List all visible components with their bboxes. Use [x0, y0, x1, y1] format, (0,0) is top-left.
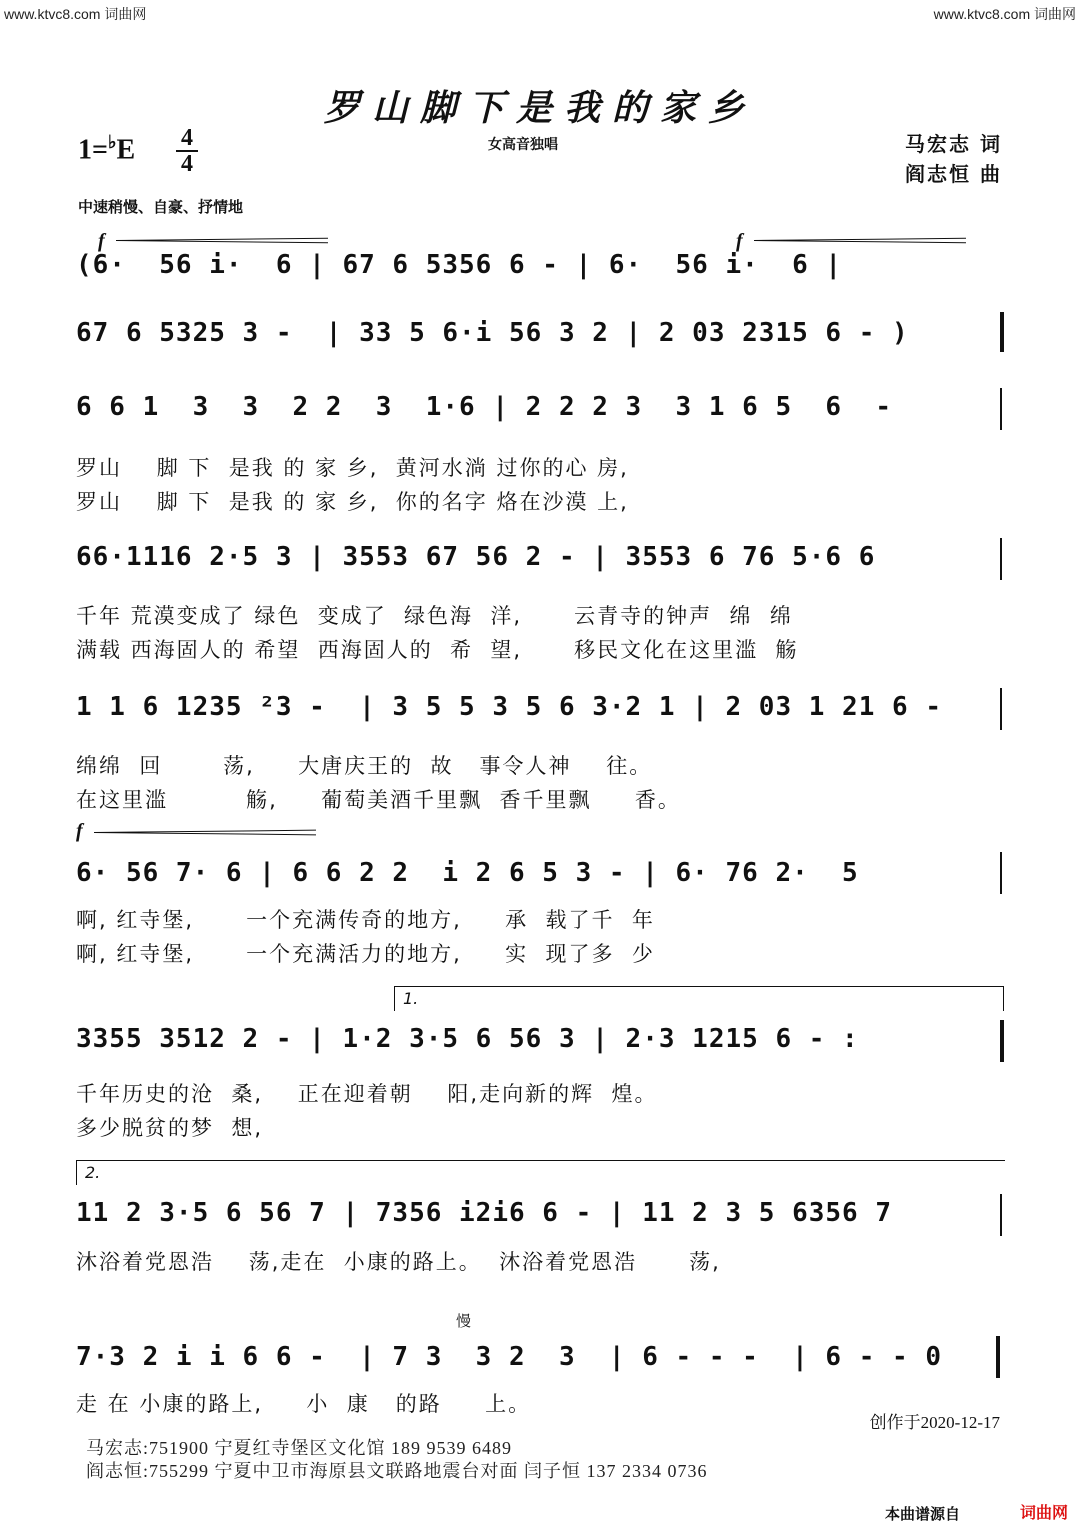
time-signature: 4 4: [176, 126, 198, 176]
tempo-slow-marking: 慢: [456, 1312, 472, 1330]
notation-line: 11 2 3·5 6 56 7 | 7356 i2i6 6 - | 11 2 3 5 6356 7: [76, 1198, 893, 1228]
repeat-barline: [1000, 1020, 1004, 1062]
score-row-2: [76, 318, 1006, 358]
notation-line: 6 6 1 3 3 2 2 3 1·6 | 2 2 2 3 3 1 6 5 6 -: [76, 392, 909, 422]
score-row-6: [76, 820, 1006, 966]
footer-contact-lyricist: 马宏志:751900 宁夏红寺堡区文化馆 189 9539 6489: [86, 1438, 512, 1458]
lyric-verse-1: 罗山 脚 下 是我 的 家 乡, 黄河水淌 过你的心 房,: [76, 456, 629, 480]
notation-line: 1 1 6 1235 ²3 - | 3 5 5 3 5 6 3·2 1 | 2 03 1 21 6 -: [76, 692, 959, 722]
lyric-verse-1: 沐浴着党恩浩 荡,走在 小康的路上。 沐浴着党恩浩 荡,: [76, 1250, 721, 1274]
barline: [1000, 312, 1004, 352]
notation-line: (6· 56 i· 6 | 67 6 5356 6 - | 6· 56 i· 6 |: [76, 250, 843, 280]
dynamic-forte: f: [98, 230, 105, 252]
site-logo[interactable]: 词曲网: [1019, 1503, 1068, 1522]
lyricist-credit: 马宏志 词: [905, 132, 1002, 156]
lyric-verse-1: 啊, 红寺堡, 一个充满传奇的地方, 承 载了千 年: [76, 908, 655, 932]
barline: [1000, 852, 1002, 894]
song-title: 罗山脚下是我的家乡: [323, 87, 756, 129]
lyric-verse-2: 罗山 脚 下 是我 的 家 乡, 你的名字 烙在沙漠 上,: [76, 490, 629, 514]
score-row-8: [76, 1160, 1006, 1274]
tempo-marking: 中速稍慢、自豪、抒情地: [78, 198, 244, 216]
watermark-left: www.ktvc8.com 词曲网: [4, 6, 147, 22]
score-row-3: [76, 392, 1006, 512]
source-label: 本曲谱源自: [884, 1505, 960, 1523]
watermark-right: www.ktvc8.com 词曲网: [933, 6, 1076, 22]
dynamic-forte: f: [76, 820, 83, 842]
notation-line: 67 6 5325 3 - | 33 5 6·i 56 3 2 | 2 03 2315 6 - ): [76, 318, 909, 348]
lyric-verse-2: 在这里滥 觞, 葡萄美酒千里飘 香千里飘 香。: [76, 788, 681, 812]
score-row-4: [76, 542, 1006, 662]
final-barline: [996, 1336, 1000, 1378]
creation-date: 创作于2020-12-17: [869, 1413, 1000, 1432]
composer-credit: 阎志恒 曲: [905, 162, 1002, 186]
subtitle: 女高音独唱: [488, 137, 558, 153]
notation-line: 3355 3512 2 - | 1·2 3·5 6 56 3 | 2·3 1215 6 - :: [76, 1024, 859, 1054]
volta-first-ending: 1.: [394, 986, 1004, 1011]
score-row-1: [76, 232, 1006, 282]
notation-line: 7·3 2 i i 6 6 - | 7 3 3 2 3 | 6 - - - | 6 - - 0: [76, 1342, 942, 1372]
barline: [1000, 388, 1002, 430]
barline: [1000, 538, 1002, 580]
lyric-verse-1: 绵绵 回 荡, 大唐庆王的 故 事令人神 往。: [76, 754, 653, 778]
lyric-verse-1: 走 在 小康的路上, 小 康 的路 上。: [76, 1392, 532, 1416]
lyric-verse-2: 满载 西海固人的 希望 西海固人的 希 望, 移民文化在这里滥 觞: [76, 638, 799, 662]
notation-line: 66·1116 2·5 3 | 3553 67 56 2 - | 3553 6 76 5·6 6: [76, 542, 876, 572]
notation-line: 6· 56 7· 6 | 6 6 2 2 i 2 6 5 3 - | 6· 76 2· 5: [76, 858, 859, 888]
lyric-verse-2: 啊, 红寺堡, 一个充满活力的地方, 实 现了多 少: [76, 942, 655, 966]
score-row-9: [76, 1294, 1006, 1414]
lyric-verse-2: 多少脱贫的梦 想,: [76, 1116, 264, 1140]
footer-contact-composer: 阎志恒:755299 宁夏中卫市海原县文联路地震台对面 闫子恒 137 2334 0736: [86, 1461, 708, 1481]
lyric-verse-1: 千年历史的沧 桑, 正在迎着朝 阳,走向新的辉 煌。: [76, 1082, 658, 1106]
barline: [1000, 688, 1002, 730]
lyric-verse-1: 千年 荒漠变成了 绿色 变成了 绿色海 洋, 云青寺的钟声 绵 绵: [76, 604, 793, 628]
key-signature: 1=♭E: [78, 132, 136, 166]
barline: [1000, 1194, 1002, 1236]
dynamic-forte: f: [736, 230, 743, 252]
score-row-5: [76, 692, 1006, 812]
volta-second-ending: 2.: [76, 1160, 1005, 1185]
score-row-7: [76, 986, 1006, 1146]
